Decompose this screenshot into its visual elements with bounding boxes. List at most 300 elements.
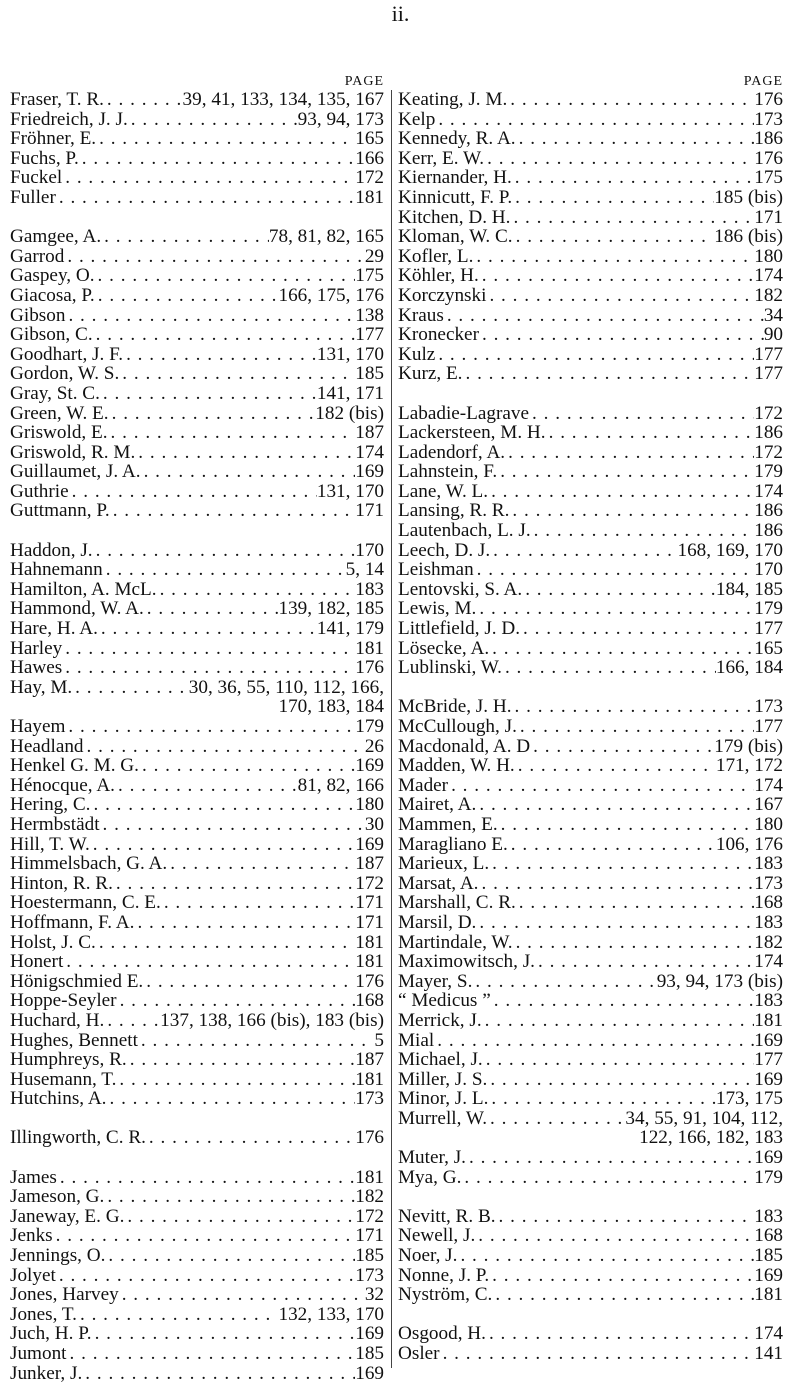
dot-leader	[116, 1070, 355, 1090]
dot-leader	[100, 815, 365, 835]
index-entry	[10, 404, 384, 424]
entry-author: Hénocque, A.	[10, 775, 115, 796]
entry-author: Holst, J. C.	[10, 932, 96, 953]
entry-pages: 177	[754, 364, 783, 384]
index-entry	[398, 501, 783, 521]
dot-leader	[491, 991, 755, 1011]
entry-pages: 141, 171	[316, 383, 384, 404]
index-column-left	[10, 74, 384, 1383]
entry-pages: 179	[754, 599, 783, 620]
entry-pages: 183	[754, 912, 783, 933]
entry-pages: 93, 94, 173 (bis)	[656, 971, 783, 992]
entry-pages: 139, 182, 185	[278, 599, 384, 620]
index-entry	[398, 423, 783, 443]
entry-author: Marsat, A.	[398, 873, 479, 894]
index-entry	[10, 933, 384, 953]
dot-leader	[57, 1168, 355, 1188]
entry-pages: 174	[754, 481, 783, 502]
dot-leader	[64, 247, 364, 267]
index-entry	[398, 1285, 783, 1305]
entry-pages: 177	[754, 717, 783, 737]
index-entry	[398, 208, 783, 228]
entry-author: Kronecker	[398, 325, 479, 345]
entry-pages: 168	[355, 991, 384, 1011]
entry-pages: 168, 169, 170	[677, 540, 783, 561]
entry-author: Gibson, C.	[10, 325, 93, 345]
entry-author: Gaspey, O.	[10, 266, 95, 286]
index-entry	[398, 1266, 783, 1286]
entry-author: Fuller	[10, 187, 56, 208]
entry-author: Hering, C.	[10, 795, 91, 815]
index-entry	[398, 619, 783, 639]
entry-pages: 174	[754, 266, 783, 286]
entry-author: Guillaumet, J. A.	[10, 462, 141, 482]
index-entry	[398, 972, 783, 992]
entry-pages: 176	[355, 658, 384, 678]
dot-leader	[104, 90, 183, 110]
dot-leader	[512, 188, 714, 208]
dot-leader	[448, 776, 754, 796]
dot-leader	[139, 756, 355, 776]
entry-pages: 182	[355, 1187, 384, 1207]
entry-pages: 173	[754, 109, 783, 130]
index-entry	[10, 1031, 384, 1051]
dot-leader	[100, 384, 317, 404]
index-entry	[10, 364, 384, 384]
entry-pages: 186	[754, 129, 783, 149]
entry-pages: 183	[754, 854, 783, 874]
dot-leader	[95, 286, 279, 306]
page-column-header: PAGE	[344, 74, 384, 89]
dot-leader	[520, 619, 754, 639]
dot-leader	[104, 1011, 160, 1031]
dot-leader	[487, 1109, 625, 1129]
entry-author: Guttmann, P.	[10, 501, 110, 522]
entry-pages: 182	[754, 932, 783, 953]
entry-pages: 171, 172	[715, 756, 783, 776]
entry-author: Hoppe-Seyler	[10, 991, 117, 1011]
dot-leader	[104, 1187, 355, 1207]
index-entry	[10, 443, 384, 463]
dot-leader	[108, 423, 356, 443]
entry-author: Gordon, W. S.	[10, 364, 120, 384]
entry-author: McBride, J. H.	[398, 697, 512, 717]
index-entry	[398, 815, 783, 835]
entry-pages: 179	[754, 1167, 783, 1188]
index-entry	[10, 795, 384, 815]
entry-author: Hamilton, A. McL.	[10, 579, 157, 600]
index-entry	[10, 1364, 384, 1383]
dot-leader	[487, 1070, 754, 1090]
index-entry	[10, 756, 384, 776]
index-entry	[398, 90, 783, 110]
entry-pages: 167	[754, 795, 783, 815]
entry-author: Lösecke, A.	[398, 638, 490, 659]
index-entry	[398, 717, 783, 737]
section-gap	[10, 521, 384, 541]
dot-leader	[462, 364, 754, 384]
entry-pages: 171	[355, 1226, 384, 1247]
dot-leader	[516, 129, 755, 149]
dot-leader	[124, 1207, 355, 1227]
dot-leader	[440, 1344, 755, 1364]
dot-leader	[123, 345, 317, 365]
index-entry	[10, 306, 384, 326]
dot-leader	[119, 1285, 365, 1305]
entry-author: Merrick, J.	[398, 1010, 482, 1031]
entry-pages: 181	[355, 1069, 384, 1090]
entry-author: Jenks	[10, 1226, 53, 1247]
dot-leader	[79, 149, 355, 169]
dot-leader	[457, 1246, 754, 1266]
dot-leader	[95, 266, 356, 286]
dot-leader	[92, 1324, 356, 1344]
index-entry	[10, 952, 384, 972]
dot-leader	[489, 639, 754, 659]
dot-leader	[486, 1324, 754, 1344]
entry-pages: 165	[754, 638, 783, 659]
entry-author: Hayem	[10, 717, 66, 737]
index-entry	[10, 384, 384, 404]
entry-author: Kofler, L.	[398, 246, 474, 267]
entry-pages: 171	[355, 501, 384, 522]
entry-author: McCullough, J.	[398, 717, 517, 737]
entry-pages: 168	[754, 1226, 783, 1247]
entry-pages: 185	[355, 1344, 384, 1364]
page-column-header: PAGE	[743, 74, 783, 89]
dot-leader	[497, 462, 754, 482]
entry-pages: 177	[754, 1050, 783, 1070]
section-gap	[398, 384, 783, 404]
index-entry	[10, 247, 384, 267]
dot-leader	[53, 1226, 356, 1246]
dot-leader	[135, 443, 355, 463]
index-entry	[10, 1011, 384, 1031]
entry-pages: 181	[754, 1285, 783, 1305]
entry-author: Noer, J.	[398, 1246, 458, 1266]
dot-leader	[84, 737, 365, 757]
index-entry	[398, 110, 783, 130]
index-entry	[398, 697, 783, 717]
entry-author: Hönigschmied E.	[10, 971, 144, 992]
index-entry	[398, 345, 783, 365]
entry-author: Lublinski, W.	[398, 658, 502, 678]
entry-pages: 179 (bis)	[714, 736, 783, 757]
dot-leader	[167, 854, 355, 874]
index-entry	[398, 404, 783, 424]
index-entry	[10, 1226, 384, 1246]
index-entry	[10, 854, 384, 874]
entry-pages: 169	[355, 1363, 384, 1383]
index-entry	[398, 1226, 783, 1246]
index-entry	[10, 776, 384, 796]
entry-author: Kerr, E. W.	[398, 148, 485, 169]
dot-leader	[516, 893, 754, 913]
index-entry	[10, 991, 384, 1011]
dot-leader	[134, 913, 355, 933]
index-entry	[10, 1246, 384, 1266]
index-entry	[10, 188, 384, 208]
entry-author: Fuchs, P.	[10, 148, 79, 169]
entry-pages: 172	[355, 1206, 384, 1227]
index-entry	[10, 1128, 384, 1148]
index-entry	[10, 325, 384, 345]
dot-leader	[56, 1266, 355, 1286]
dot-leader	[509, 501, 754, 521]
entry-pages: 175	[355, 266, 384, 286]
entry-author: Lackersteen, M. H.	[398, 423, 546, 443]
entry-author: Minor, J. L.	[398, 1089, 489, 1109]
index-entry	[10, 1168, 384, 1188]
index-entry	[10, 1050, 384, 1070]
entry-author: Mayer, S.	[398, 971, 473, 992]
dot-leader	[141, 462, 356, 482]
section-gap	[10, 208, 384, 228]
entry-pages: 181	[355, 932, 384, 953]
index-entry	[10, 462, 384, 482]
dot-leader	[535, 952, 754, 972]
entry-pages: 176	[754, 148, 783, 169]
index-entry	[398, 541, 783, 561]
entry-pages: 174	[754, 775, 783, 796]
entry-author: Jumont	[10, 1344, 67, 1364]
dot-leader	[476, 599, 754, 619]
entry-author: Humphreys, R.	[10, 1050, 127, 1070]
entry-author: Jameson, G.	[10, 1187, 105, 1207]
index-entry	[398, 168, 783, 188]
entry-author: Lentovski, S. A.	[398, 579, 523, 600]
index-entry	[10, 815, 384, 835]
entry-author: Leech, D. J.	[398, 540, 491, 561]
entry-author: Griswold, R. M.	[10, 442, 136, 463]
entry-pages: 169	[355, 834, 384, 855]
dot-leader	[96, 129, 355, 149]
entry-pages: 5, 14	[345, 560, 384, 580]
entry-pages: 78, 81, 82, 165	[268, 227, 384, 247]
entry-pages: 176	[355, 1128, 384, 1149]
dot-leader	[110, 501, 356, 521]
entry-pages: 175	[754, 168, 783, 188]
entry-author: Hoffmann, F. A.	[10, 912, 135, 933]
entry-pages: 172	[355, 168, 384, 188]
dot-leader	[444, 306, 764, 326]
dot-leader	[93, 541, 356, 561]
entry-author: Muter, J.	[398, 1148, 466, 1168]
index-entry	[398, 1148, 783, 1168]
index-entry	[398, 1089, 783, 1109]
dot-leader	[498, 815, 755, 835]
dot-leader	[507, 90, 754, 110]
entry-author: Michael, J.	[398, 1050, 483, 1070]
entry-author: Fuckel	[10, 168, 63, 188]
entry-author: Nonne, J. P.	[398, 1265, 490, 1286]
entry-pages: 174	[754, 952, 783, 972]
entry-pages: 171	[355, 912, 384, 933]
dot-leader	[127, 1050, 356, 1070]
entry-author: Kulz	[398, 344, 436, 365]
entry-author: Henkel G. M. G.	[10, 756, 139, 776]
index-entry	[10, 1187, 384, 1207]
index-entry	[10, 1266, 384, 1286]
dot-leader	[479, 325, 764, 345]
entry-author: Kitchen, D. H.	[398, 207, 511, 228]
entry-pages: 174	[355, 442, 384, 463]
dot-leader	[67, 1344, 356, 1364]
entry-author: Illingworth, C. R.	[10, 1128, 146, 1149]
index-entry	[10, 266, 384, 286]
index-entry	[398, 874, 783, 894]
entry-pages: 141	[754, 1344, 783, 1364]
entry-pages: 90	[763, 325, 783, 345]
entry-author: Miller, J. S.	[398, 1069, 488, 1090]
entry-author: Hinton, R. R.	[10, 873, 113, 894]
index-entry	[398, 1109, 783, 1129]
dot-leader	[476, 795, 754, 815]
index-entry	[10, 345, 384, 365]
dot-leader	[496, 1207, 755, 1227]
index-entries	[10, 90, 384, 1383]
dot-leader	[479, 266, 754, 286]
entry-pages: 179	[754, 462, 783, 482]
entry-author: Ladendorf, A.	[398, 442, 506, 463]
entry-author: Labadie-Lagrave	[398, 403, 530, 424]
entry-author: Junker, J.	[10, 1363, 83, 1383]
entry-author: Kurz, E.	[398, 364, 463, 384]
entry-pages: 185	[355, 364, 384, 384]
entry-pages: 176	[754, 90, 783, 110]
index-entry	[398, 776, 783, 796]
dot-leader	[513, 227, 715, 247]
entry-author: Mader	[398, 775, 449, 796]
entry-author: Murrell, W.	[398, 1108, 488, 1129]
dot-leader	[82, 1364, 355, 1383]
index-entry	[398, 1168, 783, 1188]
dot-leader	[93, 325, 356, 345]
entry-author: Harley	[10, 638, 63, 659]
column-divider	[391, 90, 392, 1368]
index-entry	[10, 1207, 384, 1227]
entry-pages: 182	[754, 285, 783, 306]
index-entry	[10, 599, 384, 619]
entry-author: Gray, St. C.	[10, 383, 100, 404]
dot-leader	[77, 1305, 278, 1325]
dot-leader	[98, 619, 317, 639]
entry-pages: 169	[754, 1069, 783, 1090]
dot-leader	[484, 149, 754, 169]
index-entry	[398, 188, 783, 208]
section-gap	[398, 1305, 783, 1325]
entry-pages: 137, 138, 166 (bis), 183 (bis)	[160, 1010, 384, 1031]
entry-pages-continued: 122, 166, 182, 183	[639, 1127, 783, 1149]
entry-pages: 173	[754, 697, 783, 717]
index-entry	[10, 874, 384, 894]
entry-pages: 181	[355, 638, 384, 659]
entry-pages: 30	[364, 814, 384, 835]
dot-leader	[502, 658, 716, 678]
dot-leader	[472, 972, 656, 992]
dot-leader	[482, 1011, 755, 1031]
entry-pages: 170	[355, 540, 384, 561]
entry-pages: 183	[355, 579, 384, 600]
dot-leader	[529, 404, 754, 424]
entry-author: “ Medicus ”	[398, 991, 491, 1011]
entry-pages: 166, 175, 176	[278, 285, 384, 306]
index-entry	[10, 1285, 384, 1305]
entry-pages: 169	[355, 1324, 384, 1344]
index-entry	[10, 482, 384, 502]
index-entry	[10, 286, 384, 306]
entry-author: Griswold, E.	[10, 423, 108, 443]
entry-author: Jones, Harvey	[10, 1285, 119, 1305]
index-entry	[398, 737, 783, 757]
index-entry	[398, 1324, 783, 1344]
index-entry	[10, 501, 384, 521]
entry-author: Littlefield, J. D.	[398, 619, 521, 639]
index-entry	[398, 149, 783, 169]
entry-author: Jolyet	[10, 1265, 56, 1286]
entry-author: Hermbstädt	[10, 814, 100, 835]
index-entry	[398, 835, 783, 855]
entry-pages: 168	[754, 893, 783, 913]
entry-pages: 172	[355, 873, 384, 894]
dot-leader	[489, 1266, 754, 1286]
index-entry	[398, 266, 783, 286]
entry-author: Osler	[398, 1344, 440, 1364]
entry-author: Kennedy, R. A.	[398, 129, 516, 149]
dot-leader	[109, 404, 316, 424]
entry-pages: 172	[754, 442, 783, 463]
entry-pages: 81, 82, 166	[297, 775, 384, 796]
dot-leader	[62, 658, 355, 678]
dot-leader	[146, 1128, 355, 1148]
entry-pages: 169	[754, 1265, 783, 1286]
dot-leader	[103, 560, 346, 580]
entry-author: Marsil, D.	[398, 912, 477, 933]
index-entry	[10, 1324, 384, 1344]
entry-pages: 182 (bis)	[315, 403, 384, 424]
dot-leader	[488, 482, 754, 502]
index-entry	[398, 482, 783, 502]
entry-author: Kloman, W. C.	[398, 227, 513, 247]
entry-pages: 34	[763, 305, 783, 326]
dot-leader	[161, 893, 355, 913]
entry-author: Jones, T.	[10, 1304, 77, 1325]
entry-author: Macdonald, A. D	[398, 736, 531, 757]
index-entry	[398, 991, 783, 1011]
dot-leader	[486, 286, 754, 306]
index-entry	[10, 972, 384, 992]
entry-pages: 26	[364, 736, 384, 757]
index-entry	[10, 541, 384, 561]
entry-pages: 93, 94, 173	[297, 109, 384, 130]
index-entry	[398, 443, 783, 463]
dot-leader	[62, 168, 355, 188]
entry-pages: 39, 41, 133, 134, 135, 167	[182, 90, 384, 110]
entry-author: Garrod	[10, 246, 65, 267]
dot-leader	[63, 952, 355, 972]
index-entry	[398, 227, 783, 247]
entry-pages: 181	[754, 1010, 783, 1031]
entry-author: Kinnicutt, F. P.	[398, 187, 513, 208]
index-entry	[398, 658, 783, 678]
dot-leader	[490, 541, 677, 561]
dot-leader	[119, 364, 355, 384]
dot-leader	[65, 306, 355, 326]
entry-author: Osgood, H.	[398, 1324, 486, 1344]
index-entry	[398, 795, 783, 815]
entry-author: Husemann, T.	[10, 1069, 117, 1090]
entry-pages: 179	[355, 717, 384, 737]
